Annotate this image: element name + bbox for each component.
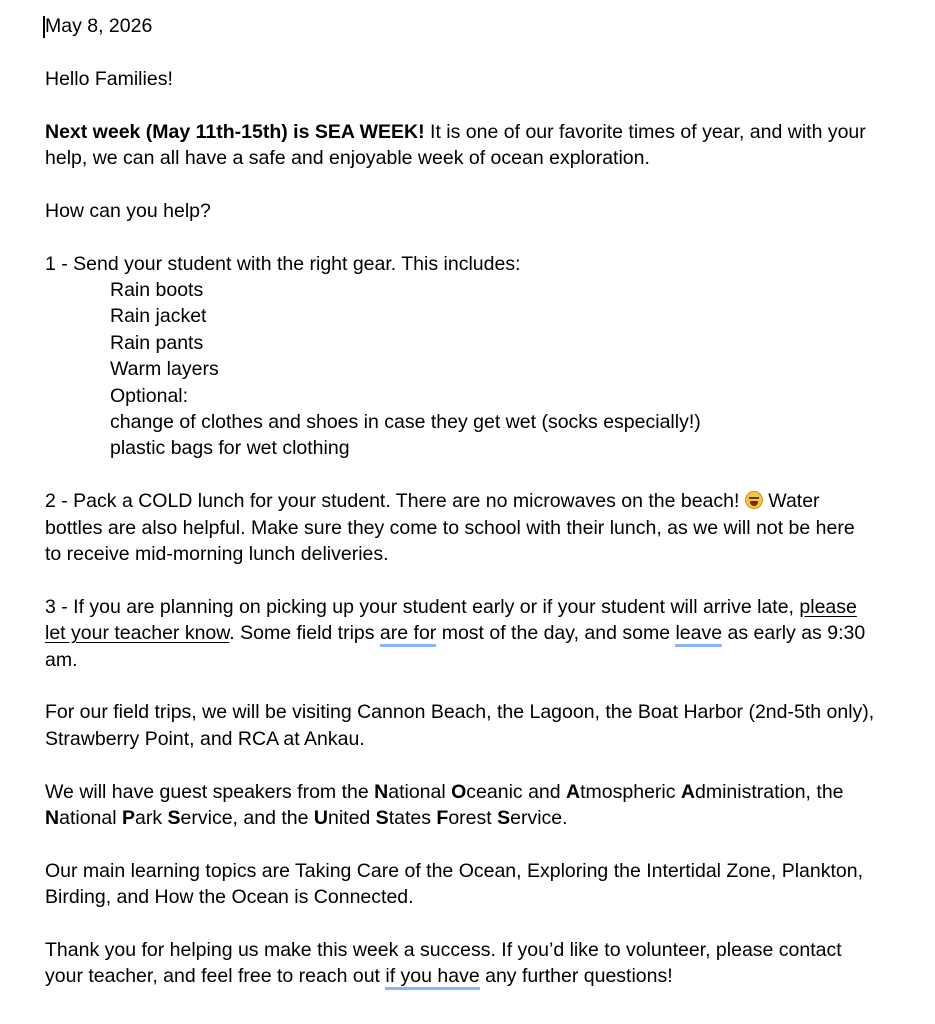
acronym-letter: S [375, 807, 389, 830]
blank-line [45, 673, 915, 699]
item-3-text: 3 - If you are planning on picking up your student early or if your student will arrive late, [45, 595, 800, 618]
intro-text: It is one of our favorite times of year, and with your [424, 120, 866, 143]
item-2-line-1 [45, 488, 915, 514]
closing-text: any further questions! [479, 965, 673, 988]
closing-text: your teacher, and feel free to reach out [45, 965, 386, 988]
sea-week-headline: Next week (May 11th-15th) is SEA WEEK! [45, 120, 425, 143]
acronym-letter: N [45, 807, 60, 830]
blank-line [45, 752, 915, 778]
acronym-letter: N [374, 780, 389, 803]
gear-item: Rain pants [110, 331, 204, 354]
speakers-text: ational [388, 780, 452, 803]
topics-line-2: Birding, and How the Ocean is Connected. [45, 886, 414, 909]
document-body[interactable] [45, 13, 915, 990]
item-3-text: as early as 9:30 [722, 622, 866, 645]
speakers-text: dministration, the [695, 780, 844, 803]
gear-item: change of clothes and shoes in case they get wet (socks especially!) [110, 411, 701, 434]
acronym-letter: S [497, 807, 511, 830]
grammar-suggestion[interactable]: leave [675, 622, 722, 647]
let-teacher-know-link[interactable]: let your teacher know [45, 622, 230, 645]
blank-line [45, 567, 915, 593]
item-2-text: 2 - Pack a COLD lunch for your student. There are no microwaves on the beach! [45, 490, 745, 513]
help-question: How can you help? [45, 199, 211, 222]
intro-line-1 [45, 119, 915, 145]
gear-item: Warm layers [110, 358, 219, 381]
item-3-line-1 [45, 594, 915, 620]
blank-line [45, 92, 915, 118]
grammar-suggestion[interactable]: if you have [385, 965, 479, 990]
speakers-text: tates [388, 807, 437, 830]
speakers-text: ark [135, 807, 168, 830]
gear-item: plastic bags for wet clothing [110, 437, 350, 460]
item-1-lead: 1 - Send your student with the right gear. This includes: [45, 252, 521, 275]
blank-line [45, 911, 915, 937]
acronym-letter: U [313, 807, 328, 830]
acronym-letter: O [451, 780, 467, 803]
let-teacher-know-link[interactable]: please [799, 595, 857, 618]
speakers-text: ational [59, 807, 122, 830]
speakers-text: tmospheric [580, 780, 681, 803]
blank-line [45, 462, 915, 488]
acronym-letter: A [680, 780, 696, 803]
closing-line-2 [45, 963, 915, 989]
item-2-text: Water [762, 490, 820, 513]
acronym-letter: F [436, 807, 449, 830]
closing-line-1: Thank you for helping us make this week a success. If you’d like to volunteer, please contact [45, 939, 842, 962]
topics-line-1: Our main learning topics are Taking Care of the Ocean, Exploring the Intertidal Zone, Plankton, [45, 859, 864, 882]
item-3-text: . Some field trips [229, 622, 380, 645]
blank-line [45, 171, 915, 197]
intro-line-2: help, we can all have a safe and enjoyable week of ocean exploration. [45, 147, 650, 169]
acronym-letter: P [121, 807, 135, 830]
speakers-text: ervice, and the [180, 807, 314, 830]
blank-line [45, 224, 915, 250]
letter-date: May 8, 2026 [45, 15, 153, 37]
item-3-line-3: am. [45, 648, 78, 671]
acronym-letter: S [167, 807, 181, 830]
speakers-text: We will have guest speakers from the [45, 780, 375, 803]
speakers-line-1 [45, 779, 915, 805]
speakers-line-2 [45, 805, 915, 831]
item-2-line-3: to receive mid-morning lunch deliveries. [45, 543, 389, 566]
field-trips-line-2: Strawberry Point, and RCA at Ankau. [45, 727, 365, 750]
acronym-letter: A [566, 780, 581, 803]
item-3-text: most of the day, and some [436, 622, 676, 645]
item-3-line-2 [45, 620, 915, 646]
blank-line [45, 39, 915, 65]
speakers-text: ervice. [510, 807, 568, 830]
field-trips-line-1: For our field trips, we will be visiting Cannon Beach, the Lagoon, the Boat Harbor (2nd-5th only), [45, 701, 875, 724]
gear-item: Rain boots [110, 279, 204, 301]
speakers-text: nited [327, 807, 376, 830]
blank-line [45, 831, 915, 857]
speakers-text: ceanic and [466, 780, 567, 803]
grinning-squinting-face-icon [745, 491, 763, 509]
gear-item: Rain jacket [110, 305, 207, 328]
grammar-suggestion[interactable]: are for [380, 622, 436, 647]
greeting: Hello Families! [45, 67, 173, 90]
gear-item: Optional: [110, 384, 189, 407]
speakers-text: orest [448, 807, 498, 830]
item-2-line-2: bottles are also helpful. Make sure they come to school with their lunch, as we will not be here [45, 516, 855, 539]
